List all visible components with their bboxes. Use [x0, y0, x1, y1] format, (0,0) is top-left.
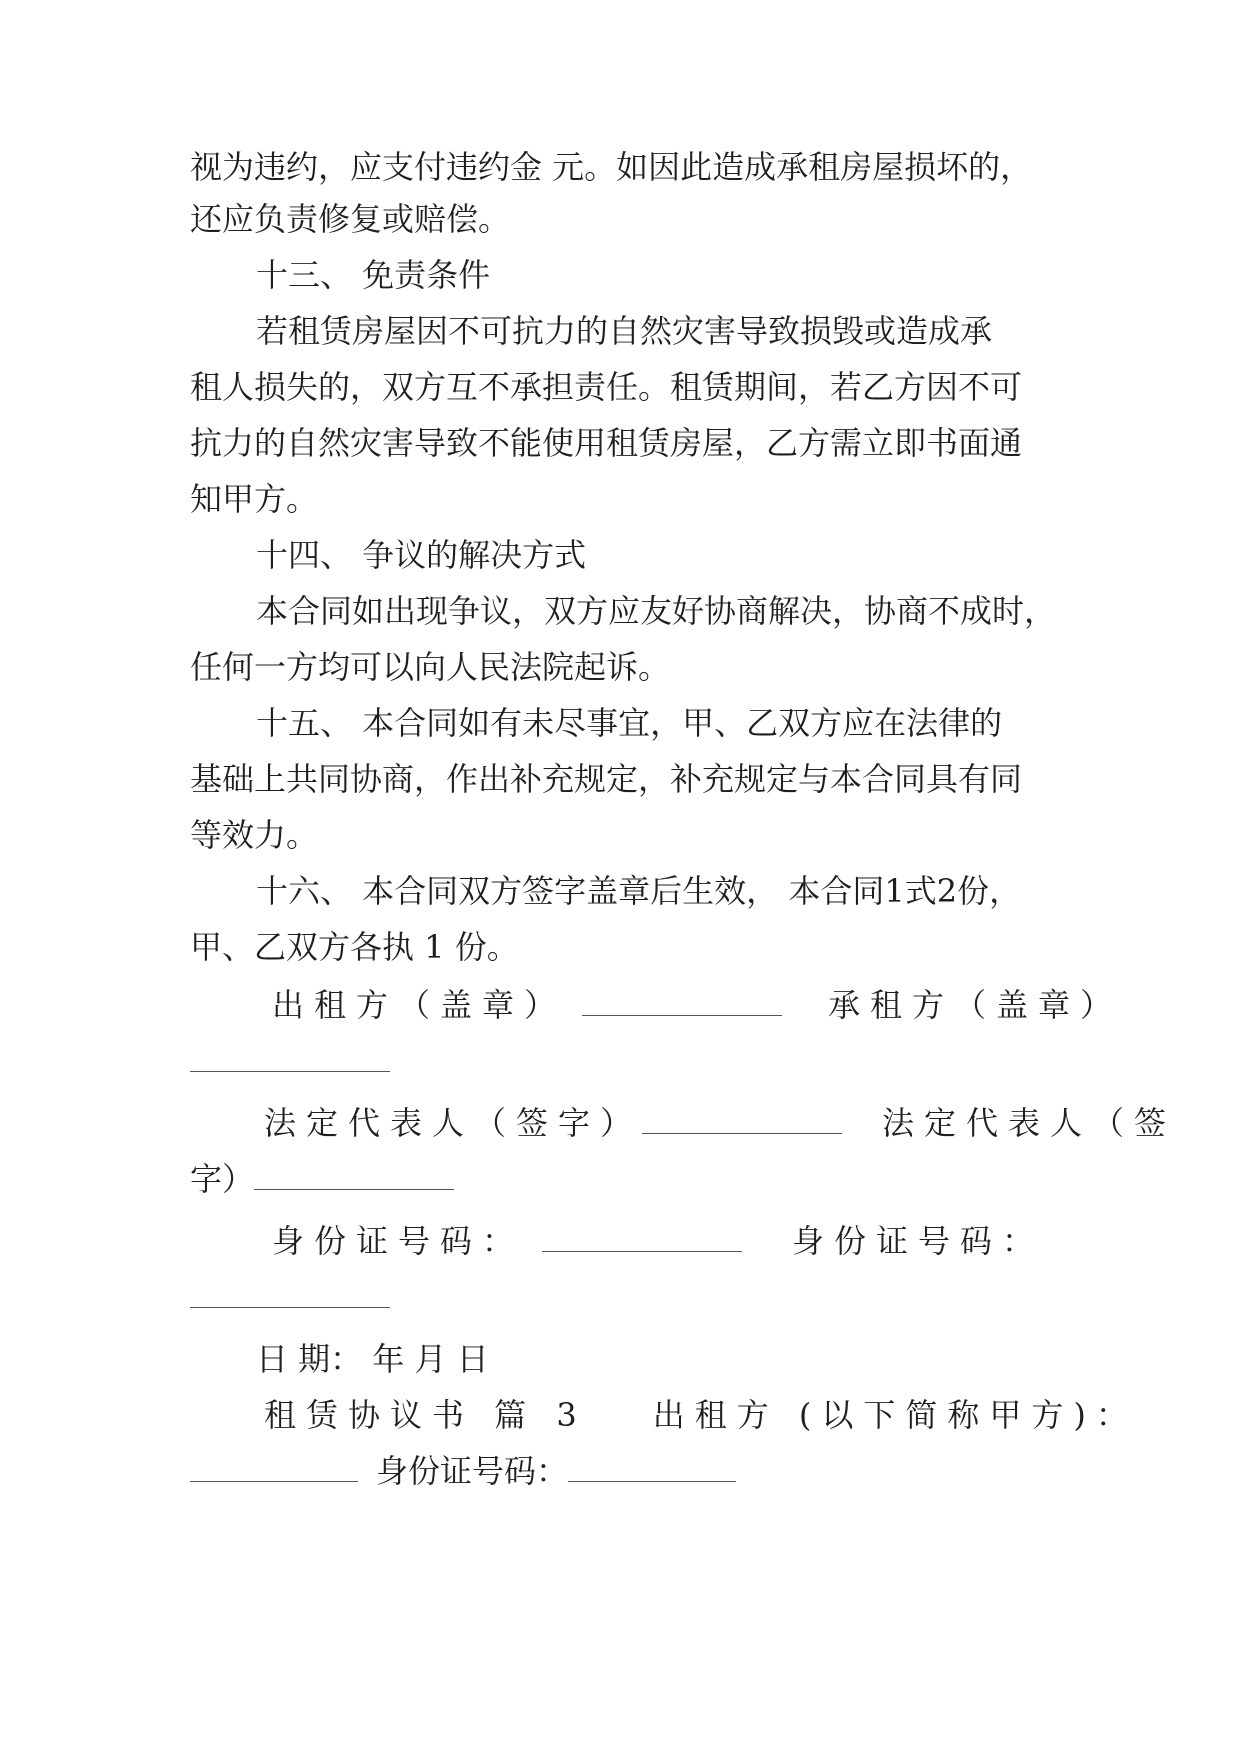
date-line: 日 期： 年 月 日	[256, 1340, 489, 1378]
rep-sign-line	[264, 1098, 1177, 1148]
lessee-rep-blank[interactable]	[254, 1161, 454, 1190]
lessee-id-blank[interactable]	[190, 1279, 390, 1308]
clause-16-line-1: 十六、 本合同双方签字盖章后生效， 本合同1式2份，	[256, 872, 1022, 910]
clause-16-line-2: 甲、乙双方各执 1 份。	[190, 928, 519, 966]
lessor-seal-label: 出租方（盖章）	[272, 986, 567, 1024]
clause-14-line-1: 本合同如出现争议，双方应友好协商解决，协商不成时，	[256, 592, 1057, 630]
lessee-rep-label-tail: 字）	[190, 1160, 255, 1198]
next-contract-line	[264, 1390, 1138, 1440]
next-id-blank[interactable]	[568, 1453, 736, 1482]
clause-13-line-3: 抗力的自然灾害导致不能使用租赁房屋，乙方需立即书面通	[190, 424, 1023, 462]
lessor-rep-label: 法定代表人（签字）	[264, 1104, 643, 1142]
lessee-rep-label: 法定代表人（签	[882, 1104, 1177, 1142]
lessee-id-line	[190, 1272, 1050, 1322]
seal-line	[272, 980, 1123, 1030]
lessor-rep-blank[interactable]	[642, 1105, 842, 1134]
clause-13-line-2: 租人损失的，双方互不承担责任。租赁期间，若乙方因不可	[190, 368, 1023, 406]
lessor-id-label: 身份证号码：	[272, 1222, 525, 1260]
clause-13-heading: 十三、 免责条件	[256, 256, 491, 294]
lessor-seal-blank[interactable]	[582, 987, 782, 1016]
clause-15-line-1: 十五、 本合同如有未尽事宜，甲、乙双方应在法律的	[256, 704, 1003, 742]
clause-15-line-2: 基础上共同协商，作出补充规定，补充规定与本合同具有同	[190, 760, 1023, 798]
next-lessor-label: 出租方 (以下简称甲方)：	[652, 1396, 1138, 1434]
next-lessor-blank[interactable]	[190, 1453, 358, 1482]
clause-14-heading: 十四、 争议的解决方式	[256, 536, 587, 574]
lessee-seal-line	[190, 1036, 1050, 1086]
clause-13-line-1: 若租赁房屋因不可抗力的自然灾害导致损毁或造成承	[256, 312, 993, 350]
clause-13-line-4: 知甲方。	[190, 480, 319, 518]
lessee-rep-line	[190, 1154, 1050, 1204]
lessee-seal-blank[interactable]	[190, 1043, 390, 1072]
text-line-breach: 视为违约，应支付违约金 元。如因此造成承租房屋损坏的，	[190, 148, 1033, 186]
lessee-id-label: 身份证号码：	[792, 1222, 1045, 1260]
id-line	[272, 1216, 1052, 1266]
clause-14-line-2: 任何一方均可以向人民法院起诉。	[190, 648, 671, 686]
next-id-label: 身份证号码：	[376, 1452, 569, 1490]
lessee-seal-label: 承租方（盖章）	[828, 986, 1123, 1024]
clause-15-line-3: 等效力。	[190, 816, 319, 854]
next-contract-title: 租赁协议书 篇 3	[264, 1396, 587, 1434]
next-id-line	[190, 1446, 1050, 1496]
lessor-id-blank[interactable]	[542, 1223, 742, 1252]
text-line-repair: 还应负责修复或赔偿。	[190, 200, 511, 238]
